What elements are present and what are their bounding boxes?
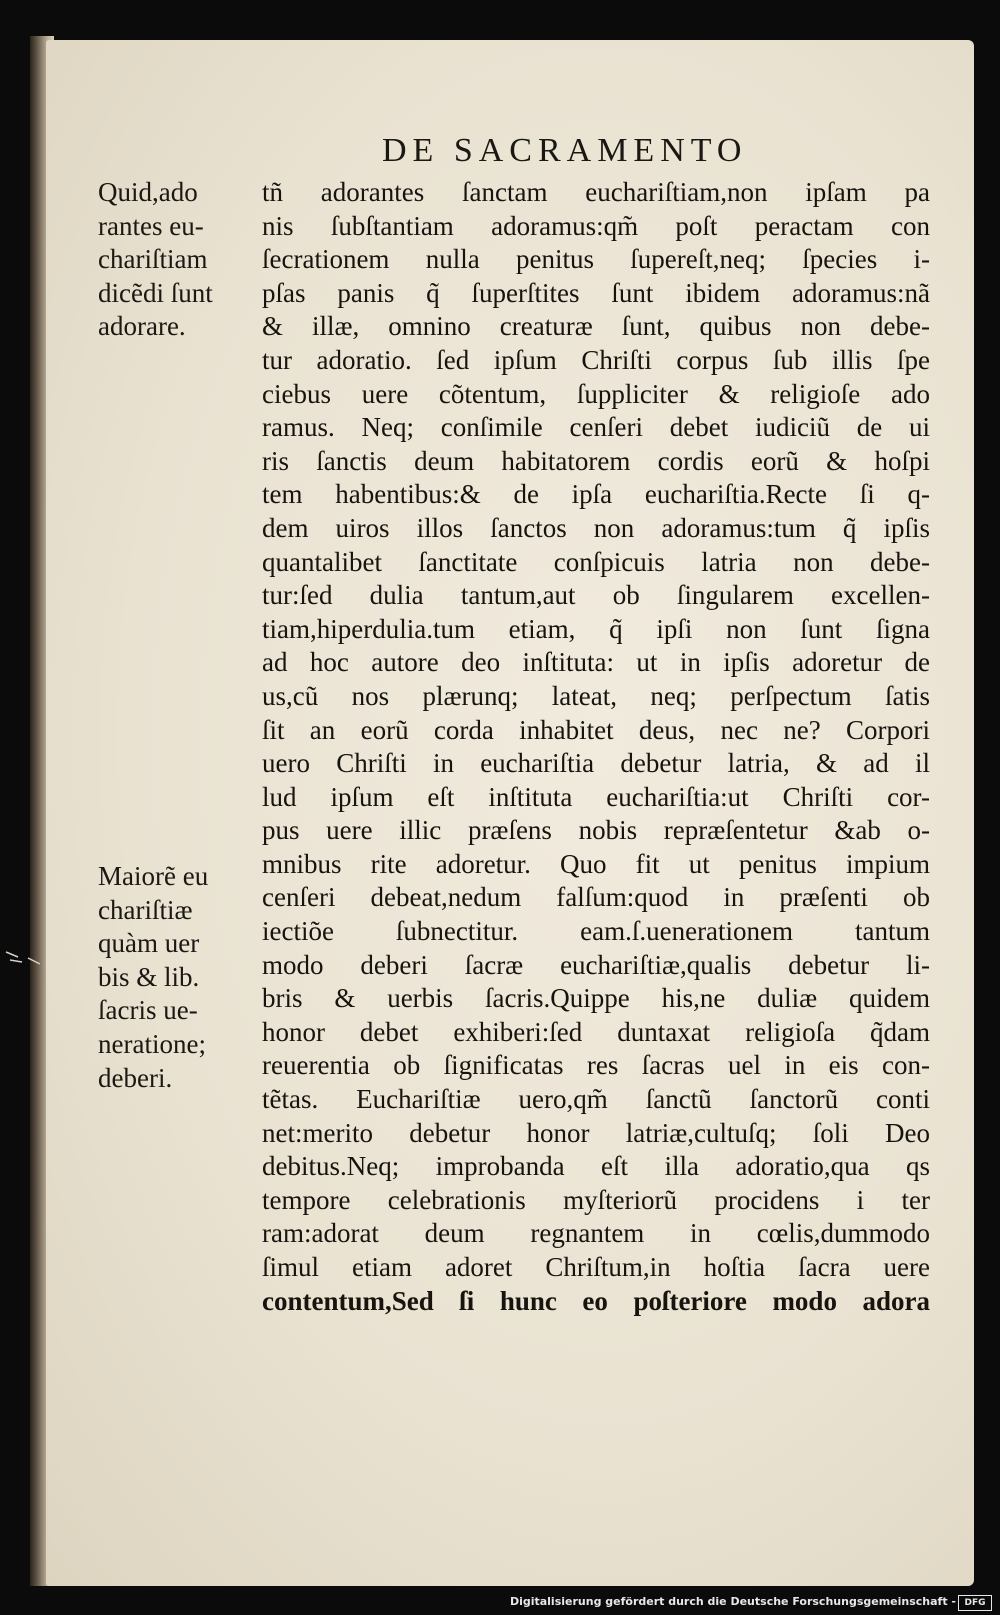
text-line: lud ipſum eſt inſtituta euchariſtia:ut Chriſti cor-	[262, 781, 930, 812]
text-line: ciebus uere cõtentum, ſuppliciter & religioſe ado	[262, 378, 930, 409]
text-line: ram:adorat deum regnantem in cœlis,dummodo	[262, 1218, 930, 1249]
text-line: contentum,Sed ſi hunc eo poſteriore modo adora	[262, 1285, 930, 1316]
footer-bar	[0, 1590, 1000, 1615]
margin-note-line: Maiorẽ eu	[98, 861, 209, 891]
text-line: uero Chriſti in euchariſtia debetur latria, & ad il	[262, 748, 930, 779]
text-line: dem uiros illos ſanctos non adoramus:tum q̃ ipſis	[262, 512, 930, 543]
margin-note-line: neratione;	[98, 1028, 206, 1059]
margin-note-line: chariſtiæ	[98, 894, 193, 925]
margin-note-line: ſacris ue-	[98, 995, 198, 1026]
margin-note-line: bis & lib.	[98, 961, 200, 992]
text-line: quantalibet ſanctitate conſpicuis latria non debe-	[262, 546, 930, 577]
text-line: pus uere illic præſens nobis repræſentetur &ab o-	[262, 815, 930, 846]
margin-note-1	[98, 176, 258, 344]
text-line: modo deberi ſacræ euchariſtiæ,qualis debetur li-	[262, 949, 930, 980]
text-line: & illæ, omnino creaturæ ſunt, quibus non debe-	[262, 311, 930, 342]
text-line: nis ſubſtantiam adoramus:qm̃ poſt peractam con	[262, 210, 930, 241]
text-line: ris ſanctis deum habitatorem cordis eorũ & hoſpi	[262, 445, 930, 476]
margin-note-line: rantes eu-	[98, 210, 204, 241]
text-line: tem habentibus:& de ipſa euchariſtia.Recte ſi q-	[262, 479, 930, 510]
text-line: ſecrationem nulla penitus ſupereſt,neq; ſpecies i-	[262, 244, 930, 275]
text-line: honor debet exhiberi:ſed duntaxat religioſa q̃dam	[262, 1016, 930, 1047]
text-line: iectiõe ſubnectitur. eam.ſ.uenerationem tantum	[262, 916, 930, 947]
text-line: cenſeri debeat,nedum falſum:quod in præſenti ob	[262, 882, 930, 913]
text-line: bris & uerbis ſacris.Quippe his,ne duliæ quidem	[262, 983, 930, 1014]
text-line: pſas panis q̃ ſuperſtites ſunt ibidem adoramus:nã	[262, 277, 930, 308]
dfg-logo: DFG	[958, 1595, 992, 1611]
text-line: ſimul etiam adoret Chriſtum,in hoſtia ſacra uere	[262, 1252, 930, 1282]
margin-note-line: adorare.	[98, 311, 186, 342]
text-line: tẽtas. Euchariſtiæ uero,qm̃ ſanctũ ſanctorũ conti	[262, 1084, 930, 1115]
margin-note-line: quàm uer	[98, 928, 200, 959]
text-line: net:merito debetur honor latriæ,cultuſq; ſoli Deo	[262, 1117, 930, 1148]
text-line: ramus. Neq; conſimile cenſeri debet iudiciũ de ui	[262, 412, 930, 443]
text-line: ſit an eorũ corda inhabitet deus, nec ne? Corpori	[262, 714, 930, 745]
margin-note-line: chariſtiam	[98, 244, 208, 275]
text-line: us,cũ nos plærunq; lateat, neq; perſpectum ſatis	[262, 680, 930, 711]
text-line: tur:ſed dulia tantum,aut ob ſingularem excellen-	[262, 580, 930, 611]
text-line: tñ adorantes ſanctam euchariſtiam,non ipſam pa	[262, 177, 930, 207]
text-line: ad hoc autore deo inſtituta: ut in ipſis adoretur de	[262, 647, 930, 678]
text-line: reuerentia ob ſignificatas res ſacras uel in eis con-	[262, 1050, 930, 1081]
margin-note-2	[98, 860, 258, 1095]
body-text	[262, 176, 930, 1318]
running-head: DE SACRAMENTO	[382, 132, 748, 169]
text-line: tur adoratio. ſed ipſum Chriſti corpus ſub illis ſpe	[262, 344, 930, 375]
margin-note-line: dicẽdi ſunt	[98, 277, 213, 308]
margin-note-line: Quid,ado	[98, 177, 198, 207]
text-line: debitus.Neq; improbanda eſt illa adoratio,qua qs	[262, 1151, 930, 1182]
footer-credit: Digitalisierung gefördert durch die Deutsche Forschungsgemeinschaft -	[509, 1595, 956, 1608]
margin-note-line: deberi.	[98, 1062, 173, 1093]
page-edge-mark	[4, 948, 44, 966]
text-line: tempore celebrationis myſteriorũ procidens i ter	[262, 1184, 930, 1215]
text-line: mnibus rite adoretur. Quo fit ut penitus impium	[262, 848, 930, 879]
text-line: tiam,hiperdulia.tum etiam, q̃ ipſi non ſunt ſigna	[262, 613, 930, 644]
